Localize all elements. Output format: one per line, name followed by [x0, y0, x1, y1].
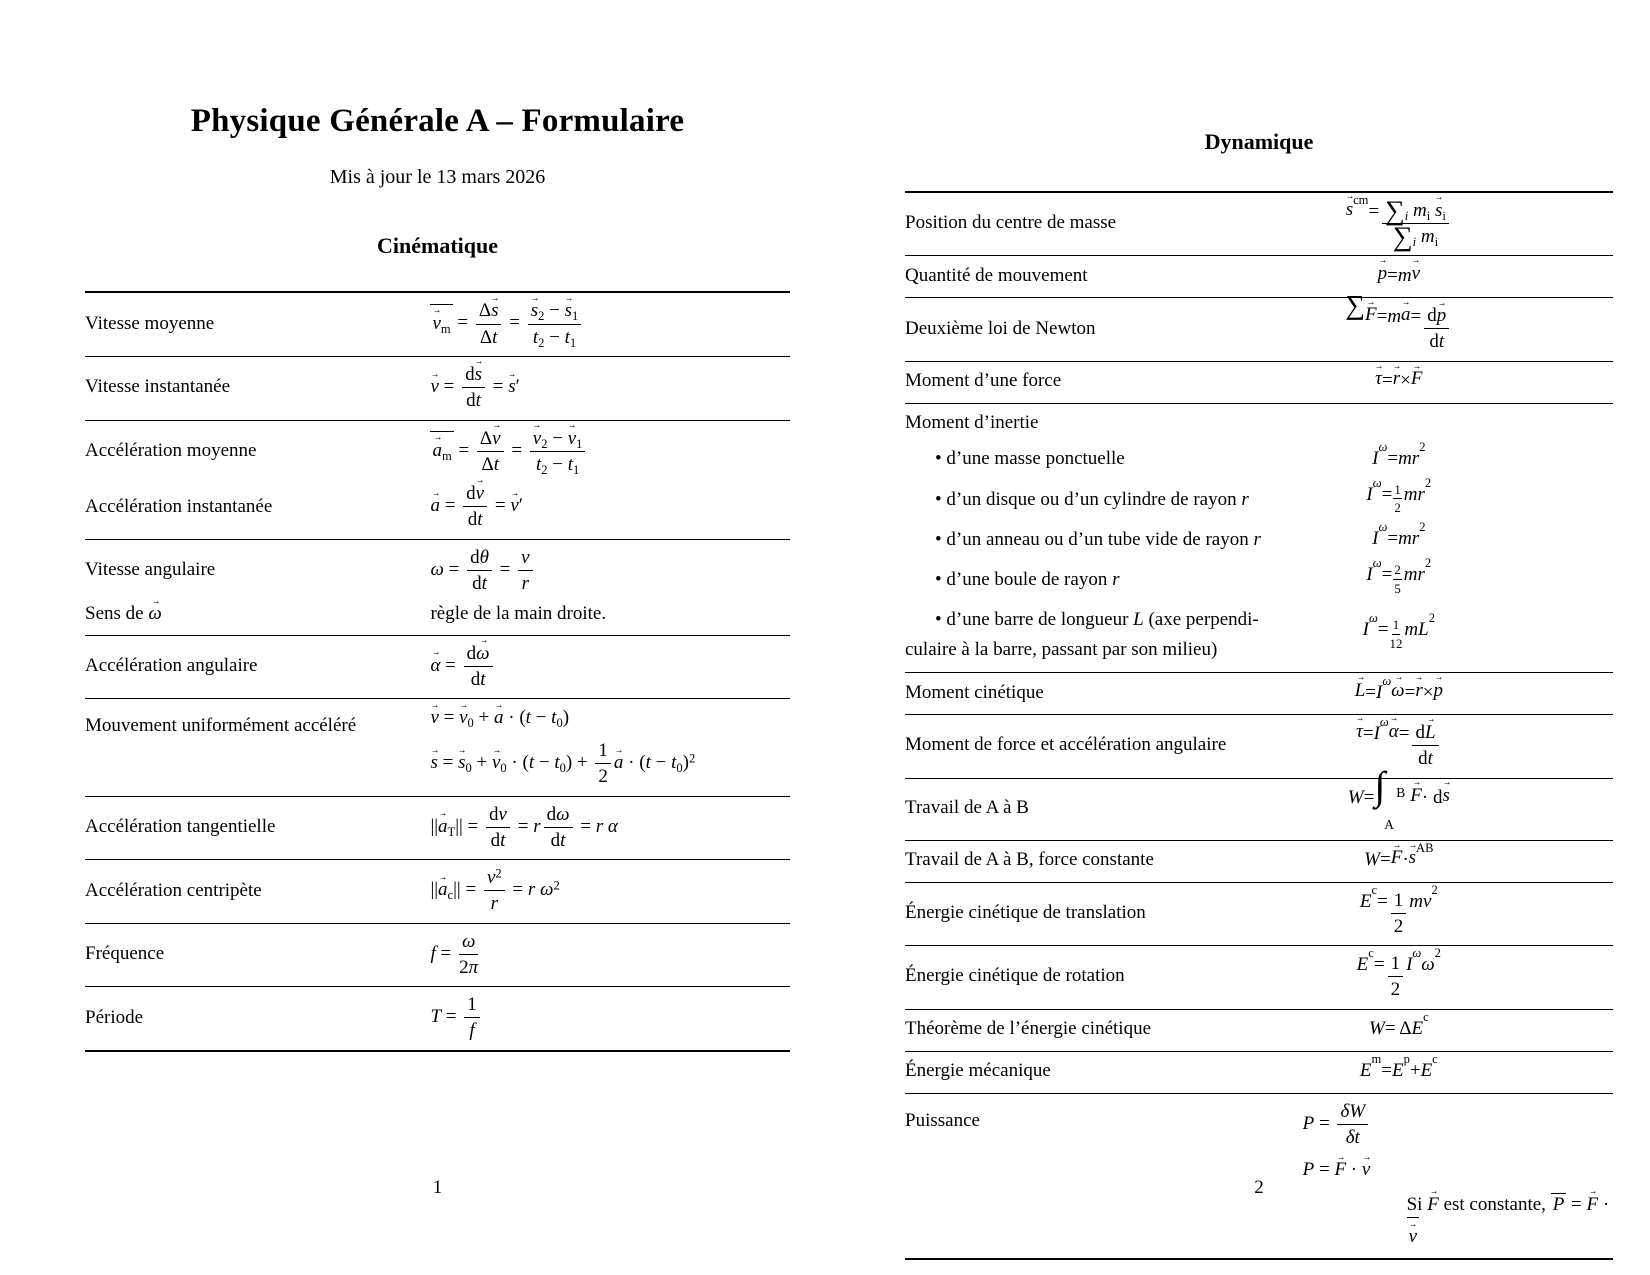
row-periode [85, 987, 790, 1050]
item-label: • d’un anneau ou d’un tube vide de rayon r [935, 528, 1261, 550]
item-formula: I ω = 2 5 m r 2 [1366, 556, 1432, 596]
row-moment-force-acceleration-angulaire [905, 715, 1613, 779]
document-title: Physique Générale A – Formulaire [190, 103, 685, 139]
page-1-content [85, 0, 790, 1052]
row-travail-force-constante [905, 841, 1613, 883]
line-sens-omega [85, 602, 790, 627]
row-formula [430, 706, 790, 787]
row-moment-force [905, 362, 1613, 404]
row-label: Accélération angulaire [85, 655, 258, 677]
row-formula: $||a \to_c||$ = $\frac{v^2}{r}$ = r $\omega^2$ [430, 867, 790, 915]
row-formula: a → = $\frac{dv \to}{dt}$ = v →′ [430, 483, 790, 531]
item-label: • d’une masse ponctuelle [935, 448, 1125, 470]
row-formula: τ → = I ω α → = dL → dt [1270, 722, 1528, 770]
row-quantite-mouvement [905, 256, 1613, 298]
row-formula: τ → = r → × F → [1270, 369, 1528, 394]
row-label: Moment d’une force [905, 370, 1062, 392]
row-formula: règle de la main droite. [430, 603, 607, 625]
item-formula: I ω = m r 2 [1372, 439, 1426, 469]
page-2 [825, 0, 1650, 1275]
row-label: Fréquence [85, 943, 165, 965]
section-heading-dynamique: Dynamique [1204, 129, 1314, 154]
row-formula: W = Δ E c [1368, 1010, 1429, 1040]
row-label: Vitesse instantanée [85, 376, 231, 398]
line-acceleration-moyenne [85, 428, 790, 476]
row-formula: L → = I ω ω → = r → × p → [1270, 681, 1528, 706]
row-energie-cinetique-rotation [905, 946, 1613, 1010]
row-vitesse-angulaire-sens [85, 540, 790, 636]
row-acceleration-centripete [85, 860, 790, 924]
row-label: Moment cinétique [905, 681, 1044, 703]
row-label: Énergie cinétique de translation [905, 901, 1146, 923]
page-number: 1 [432, 1177, 443, 1199]
row-deuxieme-loi-newton [905, 289, 1613, 362]
row-label: Accélération tangentielle [85, 816, 276, 837]
line-vitesse-angulaire [85, 547, 790, 595]
row-energie-mecanique [905, 1052, 1613, 1094]
row-label: Accélération centripète [85, 879, 262, 901]
formula-line-2: P = F → · v → [1303, 1158, 1613, 1183]
row-formula: ω = $\frac{d\theta}{dt}$ = $\frac{v}{r}$ [430, 547, 790, 595]
item-formula: I ω = 1 2 m r 2 [1366, 475, 1432, 516]
row-formula: s → cm = $\sum_i$ $m_i$ $s \to_i$ $\sum_i$ $m_i$ [1270, 200, 1528, 248]
row-label: Accélération instantanée [85, 495, 273, 517]
row-formula: α → = $\frac{d\omega \to}{dt}$ [430, 643, 790, 691]
item-label: • d’un disque ou d’un cylindre de rayon r [935, 488, 1249, 510]
row-moment-inertie [905, 404, 1613, 673]
formula-line-2: s → = $s \to_0 + v \to_0 \cdot (t - t_0)$ + $\frac{1}{2}$ a → · $(t - t_0)^2$ [430, 740, 790, 788]
line-acceleration-instantanee [85, 483, 790, 531]
row-formula: E m = E p + E c [1359, 1052, 1438, 1082]
row-formula: v → = $\frac{ds \to}{dt}$ = s →′ [430, 364, 790, 412]
item-label: • d’une boule de rayon r [935, 568, 1120, 590]
section-heading-cinematique: Cinématique [377, 232, 498, 258]
row-label: Sens de ω → [85, 602, 430, 627]
table-cinematique [85, 291, 790, 1051]
row-formula: T = $\frac{1}{f}$ [430, 994, 790, 1042]
row-label: Énergie mécanique [905, 1060, 1051, 1082]
formula-line-3: Si F → est constante, P = F → · v → [1407, 1193, 1613, 1250]
row-label: Position du centre de masse [905, 212, 1117, 234]
page-2-content [905, 0, 1613, 1260]
row-label: Travail de A à B, force constante [905, 849, 1154, 871]
row-theoreme-energie-cinetique [905, 1010, 1613, 1052]
row-vitesse-instantanee [85, 357, 790, 421]
row-formula: ∑ F → = m a → = dp → dt [1270, 305, 1528, 353]
row-label: Théorème de l’énergie cinétique [905, 1018, 1151, 1040]
formula-line-1: v → = $v \to_0 + a$ → · $(t - t_0)$ [430, 706, 790, 731]
row-position-centre-masse [905, 193, 1613, 257]
formula-line-1: P = $\frac{\delta W}{\delta t}$ [1303, 1101, 1613, 1149]
row-label: Vitesse angulaire [85, 559, 216, 581]
document-subtitle: Mis à jour le 13 mars 2026 [329, 165, 546, 188]
row-label: Puissance [905, 1109, 980, 1131]
row-acceleration-angulaire [85, 636, 790, 700]
row-formula: W = F → · s → AB [1270, 848, 1528, 873]
item-formula: I ω = 1 12 m L 2 [1362, 611, 1435, 651]
row-label: Vitesse moyenne [85, 312, 215, 334]
row-formula: E c = 1 2 I ω ω 2 [1356, 946, 1441, 1001]
row-formula: f = $\frac{\omega}{2\pi}$ [430, 930, 479, 978]
inertie-item-barre [905, 605, 1613, 664]
row-label: Accélération moyenne [85, 439, 257, 461]
row-moment-cinetique [905, 673, 1613, 715]
row-label: Énergie cinétique de rotation [905, 965, 1125, 987]
table-dynamique [905, 191, 1613, 1261]
row-label: Période [85, 1006, 144, 1028]
row-acceleration-moyenne-instantanee [85, 421, 790, 540]
moment-inertie-header: Moment d’inertie [905, 411, 1039, 433]
row-energie-cinetique-translation [905, 883, 1613, 947]
row-frequence [85, 924, 790, 988]
row-label: Deuxième loi de Newton [905, 317, 1096, 339]
row-formula: E c = 1 2 m v 2 [1359, 882, 1438, 937]
inertie-item-boule [905, 556, 1613, 596]
row-formula: W = ∫ B A F → · d s → [1270, 786, 1528, 832]
inertie-item-disque-cylindre [905, 475, 1613, 516]
row-formula: $a \to_m$ = $\frac{\Delta v \to}{\Delta t}$ = $\frac{v \to_2 - v \to_1}{t_2 - t_1}$ [430, 428, 790, 476]
item-formula: I ω = m r 2 [1372, 520, 1426, 550]
row-label: Moment de force et accélération angulaire [905, 734, 1227, 756]
row-formula: p → = m v → [1270, 264, 1528, 289]
row-travail-a-b [905, 762, 1613, 841]
inertie-item-masse-ponctuelle [905, 439, 1613, 473]
inertie-item-anneau-tube [905, 520, 1613, 554]
row-label: Travail de A à B [905, 797, 1029, 819]
row-label: Mouvement uniformément accéléré [85, 715, 357, 737]
row-formula: $v \to_m$ = $\frac{\Delta s \to}{\Delta t}$ = $\frac{s \to_2 - s \to_1}{t_2 - t_1}$ [430, 300, 790, 348]
row-label: Quantité de mouvement [905, 264, 1088, 286]
row-mouvement-uniformement-accelere [85, 699, 790, 796]
row-vitesse-moyenne [85, 293, 790, 357]
row-formula: $||a \to_T||$ = $\frac{dv}{dt}$ = r $\frac{d\omega}{dt}$ = r α [430, 804, 790, 852]
page-number: 2 [1254, 1177, 1264, 1199]
row-acceleration-tangentielle [85, 797, 790, 861]
item-label: • d’une barre de longueur L (axe perpendi- culaire à la barre, passant par son milieu) [905, 609, 1259, 660]
